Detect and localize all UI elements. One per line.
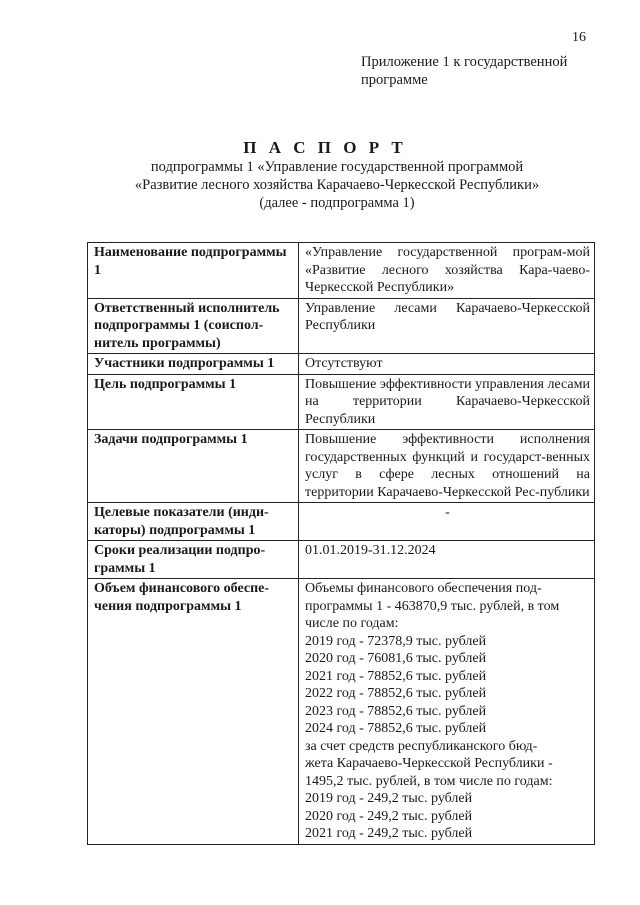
funding-line: жета Карачаево-Черкесской Республики - [305, 756, 553, 771]
row-value: - [299, 503, 595, 541]
funding-line: 2023 год - 78852,6 тыс. рублей [305, 703, 487, 719]
table-row [88, 503, 595, 541]
funding-line: 2021 год - 249,2 тыс. рублей [305, 826, 473, 841]
row-label: Сроки реализации подпро-граммы 1 [88, 541, 299, 579]
row-value: Управление лесами Карачаево-Черкесской Республики [299, 298, 595, 354]
funding-line: Объемы финансового обеспечения под- [305, 581, 542, 596]
funding-line: числе по годам: [305, 616, 399, 631]
row-value [299, 579, 595, 845]
appendix-note: Приложение 1 к государственной программе [361, 54, 568, 88]
funding-line: 2021 год - 78852,6 тыс. рублей [305, 668, 487, 684]
funding-line: 2020 год - 249,2 тыс. рублей [305, 808, 473, 824]
page-number: 16 [572, 30, 586, 45]
funding-line: 2022 год - 78852,6 тыс. рублей [305, 686, 487, 701]
subtitle-line: подпрограммы 1 «Управление государственной программой [150, 159, 524, 175]
funding-line: за счет средств республиканского бюд- [305, 738, 538, 754]
row-label: Задачи подпрограммы 1 [88, 430, 299, 503]
row-label: Целевые показатели (инди-каторы) подпрограммы 1 [88, 503, 299, 541]
row-label: Цель подпрограммы 1 [88, 374, 299, 430]
passport-title: П А С П О Р Т [243, 138, 407, 157]
funding-line: 2019 год - 249,2 тыс. рублей [305, 791, 473, 806]
subtitle-line: «Развитие лесного хозяйства Карачаево-Черкесской Республики» [134, 177, 540, 193]
subtitle-line: (далее - подпрограмма 1) [259, 195, 415, 211]
row-value: 01.01.2019-31.12.2024 [299, 541, 595, 579]
table-row [88, 354, 595, 375]
funding-line: программы 1 - 463870,9 тыс. рублей, в том [305, 598, 560, 614]
table-row [88, 243, 595, 299]
row-value: «Управление государственной програм-мой «Развитие лесного хозяйства Кара-чаево-Черкесской Республики» [299, 243, 595, 299]
table-row [88, 579, 595, 845]
passport-table [87, 242, 595, 845]
row-label: Объем финансового обеспе-чения подпрограммы 1 [88, 579, 299, 845]
table-row [88, 374, 595, 430]
row-value: Повышение эффективности исполнения государственных функций и государст-венных услуг в сфере лесных отношений на территории Карачаево-Черкесской Рес-публики [299, 430, 595, 503]
funding-line: 1495,2 тыс. рублей, в том числе по годам: [305, 773, 553, 789]
table-row [88, 298, 595, 354]
funding-line: 2020 год - 76081,6 тыс. рублей [305, 651, 487, 666]
row-label: Наименование подпрограммы 1 [88, 243, 299, 299]
title-block [0, 138, 640, 212]
row-value: Повышение эффективности управления лесами на территории Карачаево-Черкесской Республики [299, 374, 595, 430]
row-value: Отсутствуют [299, 354, 595, 375]
table-row [88, 430, 595, 503]
row-label: Участники подпрограммы 1 [88, 354, 299, 375]
funding-line: 2024 год - 78852,6 тыс. рублей [305, 721, 487, 736]
table-row [88, 541, 595, 579]
funding-line: 2019 год - 72378,9 тыс. рублей [305, 633, 487, 649]
row-label: Ответственный исполнитель подпрограммы 1 (соиспол-нитель программы) [88, 298, 299, 354]
